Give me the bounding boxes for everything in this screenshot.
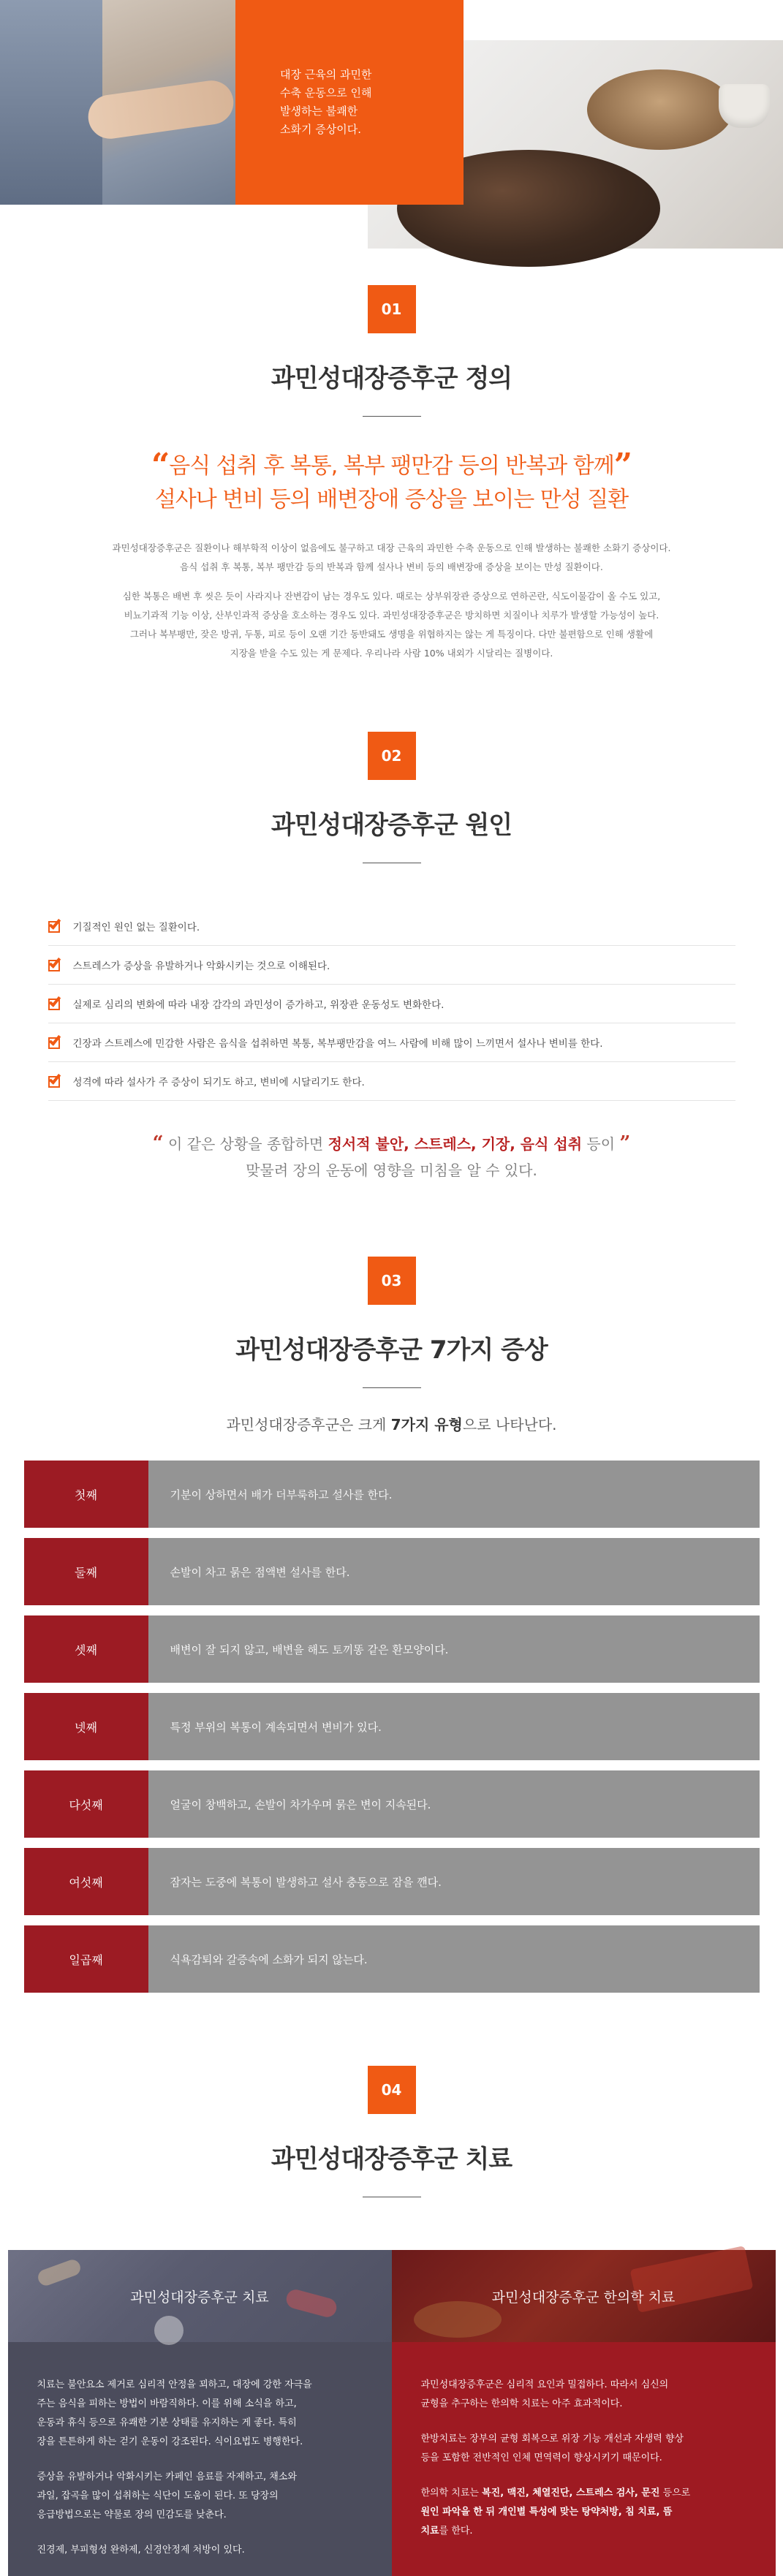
section-treatment — [0, 2003, 783, 2576]
section-title: 과민성대장증후군 원인 — [271, 811, 512, 840]
table-row — [24, 1615, 760, 1683]
symptom-text: 기분이 상하면서 배가 더부룩하고 설사를 한다. — [148, 1461, 760, 1528]
list-item: 긴장과 스트레스에 민감한 사람은 음식을 섭취하면 복통, 복부팽만감을 여느 사람에 비해 많이 느끼면서 설사나 변비를 한다. — [48, 1023, 735, 1062]
cause-list — [48, 907, 735, 1101]
treatment-paragraph: 과민성대장증후군은 심리적 요인과 밀접하다. 따라서 심신의 균형을 추구하는 한의학 치료는 아주 효과적이다. — [420, 2379, 669, 2409]
checkbox-icon — [48, 919, 64, 933]
section-causes — [0, 663, 783, 1183]
western-treatment-panel — [8, 2250, 392, 2576]
list-item: 실제로 심리의 변화에 따라 내장 감각의 과민성이 증가하고, 위장관 운동성도 변화한다. — [48, 985, 735, 1023]
title-divider — [363, 1387, 421, 1388]
panel-body — [392, 2342, 776, 2576]
open-quote-icon: “ — [152, 1132, 164, 1154]
title-divider — [363, 416, 421, 417]
close-quote-icon: ” — [613, 447, 632, 484]
causes-summary-quote: “ 이 같은 상황을 종합하면 정서적 불안, 스트레스, 기장, 음식 섭취 등이 ” 맞물려 장의 운동에 영향을 미침을 알 수 있다. — [152, 1132, 631, 1179]
treatment-paragraph: 한의학 치료는 복진, 맥진, 체열진단, 스트레스 검사, 문진 등으로 원인 파악을 한 뒤 개인별 특성에 맞는 탕약처방, 침 치료, 뜸 치료를 한다. — [420, 2488, 691, 2537]
table-row — [24, 1461, 760, 1528]
section-number-badge: 03 — [368, 1257, 416, 1305]
close-quote-icon: ” — [619, 1132, 631, 1154]
symptom-text: 얼굴이 창백하고, 손발이 차가우며 묽은 변이 지속된다. — [148, 1770, 760, 1838]
section-title: 과민성대장증후군 정의 — [271, 364, 512, 393]
table-row — [24, 1848, 760, 1915]
panel-header — [8, 2250, 392, 2342]
hero — [0, 0, 783, 249]
checkbox-icon — [48, 1074, 64, 1088]
open-quote-icon: “ — [151, 447, 170, 484]
oriental-treatment-panel — [392, 2250, 776, 2576]
treatment-panels — [8, 2250, 776, 2576]
panel-heading: 과민성대장증후군 치료 — [130, 2289, 269, 2306]
symptom-label: 다섯째 — [24, 1770, 148, 1838]
symptom-text: 특정 부위의 복통이 계속되면서 변비가 있다. — [148, 1693, 760, 1760]
symptoms-subtitle: 과민성대장증후군은 크게 7가지 유형으로 나타난다. — [226, 1416, 557, 1433]
symptom-text: 배변이 잘 되지 않고, 배변을 해도 토끼똥 같은 환모양이다. — [148, 1615, 760, 1683]
treatment-paragraph: 진경제, 부피형성 완하제, 신경안정제 처방이 있다. — [37, 2545, 245, 2556]
section-number-badge: 02 — [368, 732, 416, 780]
treatment-paragraph: 치료는 불안요소 제거로 심리적 안정을 꾀하고, 대장에 강한 자극을 주는 음식을 피하는 방법이 바람직하다. 이를 위해 소식을 하고, 운동과 휴식 등으로 유쾌한 기분 상태를 유지하는 게 좋다. 특히 장을 튼튼하게 하는 걷기 운동이 강조된다. 식이요법도 병행한다. — [37, 2379, 312, 2447]
symptom-label: 여섯째 — [24, 1848, 148, 1915]
panel-heading: 과민성대장증후군 한의학 치료 — [491, 2289, 676, 2306]
symptom-table — [24, 1461, 760, 1993]
symptom-text: 손발이 차고 묽은 점액변 설사를 한다. — [148, 1538, 760, 1605]
section-title: 과민성대장증후군 치료 — [271, 2145, 512, 2174]
list-item: 스트레스가 증상을 유발하거나 악화시키는 것으로 이해된다. — [48, 946, 735, 985]
symptom-label: 첫째 — [24, 1461, 148, 1528]
panel-body — [8, 2342, 392, 2576]
panel-header — [392, 2250, 776, 2342]
section-symptoms — [0, 1183, 783, 1993]
stomach-pain-photo — [0, 0, 235, 205]
definition-paragraph-1: 과민성대장증후군은 질환이나 해부학적 이상이 없음에도 불구하고 대장 근육의 과민한 수축 운동으로 인해 발생하는 불쾌한 소화기 증상이다. 음식 섭취 후 복통, 복부 팽만감 등의 반복과 함께 설사나 변비 등의 배변장애 증상을 보이는 만성 질환이다. — [112, 542, 671, 572]
definition-quote: “음식 섭취 후 복통, 복부 팽만감 등의 반복과 함께” 설사나 변비 등의 배변장애 증상을 보이는 만성 질환 — [151, 447, 632, 512]
checkbox-icon — [48, 996, 64, 1011]
definition-paragraph-2: 심한 복통은 배변 후 씻은 듯이 사라지나 잔변감이 남는 경우도 있다. 때로는 상부위장관 증상으로 연하곤란, 식도이물감이 올 수도 있고, 비뇨기과적 기능 이상, 산부인과적 증상을 호소하는 경우도 있다. 과민성대장증후군은 방치하면 치질이나 치루가 발생할 가능성이 높다. 그러나 복부팽만, 잦은 방귀, 두통, 피로 등이 오랜 기간 동반돼도 생명을 위협하지는 않는 게 특징이다. 다만 불편함으로 인해 생활에 지장을 받을 수도 있는 게 문제다. 우리나라 사람 10% 내외가 시달리는 질병이다. — [122, 591, 661, 659]
section-number-badge: 04 — [368, 2066, 416, 2114]
symptom-text: 식욕감퇴와 갈증속에 소화가 되지 않는다. — [148, 1925, 760, 1993]
symptom-label: 둘째 — [24, 1538, 148, 1605]
hero-caption-box — [235, 0, 464, 205]
section-definition — [0, 249, 783, 663]
list-item: 기질적인 원인 없는 질환이다. — [48, 907, 735, 946]
symptom-label: 일곱째 — [24, 1925, 148, 1993]
table-row — [24, 1925, 760, 1993]
symptom-text: 잠자는 도중에 복통이 발생하고 설사 충동으로 잠을 깬다. — [148, 1848, 760, 1915]
symptom-label: 넷째 — [24, 1693, 148, 1760]
table-row — [24, 1538, 760, 1605]
treatment-paragraph: 한방치료는 장부의 균형 회복으로 위장 기능 개선과 자생력 향상 등을 포함한 전반적인 인체 면역력이 향상시키기 때문이다. — [420, 2433, 684, 2463]
table-row — [24, 1770, 760, 1838]
section-number-badge: 01 — [368, 285, 416, 333]
checkbox-icon — [48, 1035, 64, 1050]
hero-caption: 대장 근육의 과민한 수축 운동으로 인해 발생하는 불쾌한 소화기 증상이다. — [280, 68, 372, 136]
table-row — [24, 1693, 760, 1760]
symptom-label: 셋째 — [24, 1615, 148, 1683]
treatment-paragraph: 증상을 유발하거나 악화시키는 카페인 음료를 자제하고, 채소와 과일, 잡곡을 많이 섭취하는 식단이 도움이 된다. 또 당장의 응급방법으로는 약물로 장의 민감도를 낮춘다. — [37, 2471, 297, 2520]
section-title: 과민성대장증후군 7가지 증상 — [235, 1336, 548, 1365]
list-item: 성격에 따라 설사가 주 증상이 되기도 하고, 변비에 시달리기도 한다. — [48, 1062, 735, 1101]
checkbox-icon — [48, 958, 64, 972]
